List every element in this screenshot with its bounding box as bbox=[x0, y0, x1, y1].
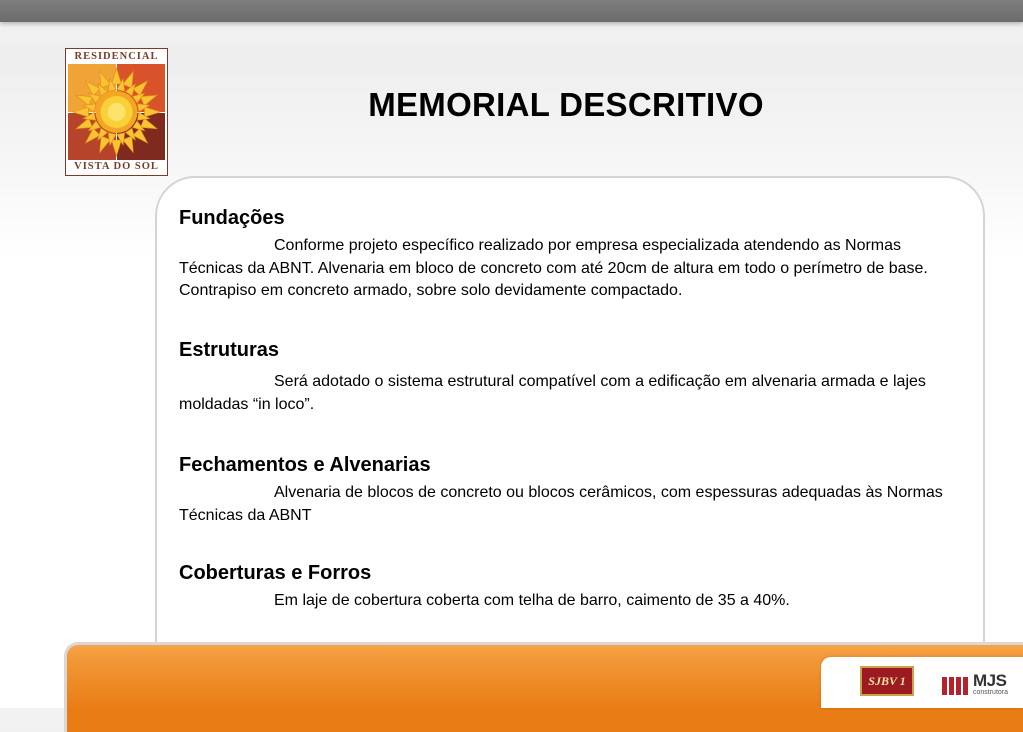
section-coberturas bbox=[179, 560, 954, 613]
sun-logo-icon bbox=[68, 64, 165, 160]
section-text: Alvenaria de blocos de concreto ou blocos cerâmicos, com espessuras adequadas às Normas Técnicas da ABNT bbox=[179, 484, 943, 524]
mjs-subtext: construtora bbox=[973, 689, 1009, 696]
section-fundacoes bbox=[179, 205, 954, 303]
section-text: Conforme projeto específico realizado por empresa especializada atendendo as Normas Técnicas da ABNT. Alvenaria em bloco de concreto com até 20cm de altura em todo o perímetro de base. Contrapiso em concreto armado, sobre solo devidamente compactado. bbox=[179, 237, 928, 299]
section-estruturas bbox=[179, 337, 954, 416]
section-fechamentos bbox=[179, 452, 954, 527]
mjs-bars-icon bbox=[942, 675, 972, 695]
section-text: Será adotado o sistema estrutural compatível com a edificação em alvenaria armada e lajes moldadas “in loco”. bbox=[179, 373, 926, 413]
section-heading: Coberturas e Forros bbox=[179, 562, 372, 584]
mjs-text: MJS bbox=[973, 671, 1007, 690]
page-title: MEMORIAL DESCRITIVO bbox=[368, 86, 764, 123]
sjbv-logo: SJBV 1 bbox=[860, 666, 914, 696]
mjs-logo bbox=[942, 673, 1012, 703]
logo-top-text: RESIDENCIAL bbox=[74, 51, 159, 62]
section-text: Em laje de cobertura coberta com telha de barro, caimento de 35 a 40%. bbox=[274, 592, 790, 609]
residencial-vista-do-sol-logo bbox=[65, 48, 168, 176]
section-heading: Estruturas bbox=[179, 339, 280, 361]
top-bar bbox=[0, 0, 1023, 22]
logo-bottom-text: VISTA DO SOL bbox=[74, 161, 159, 172]
section-heading: Fechamentos e Alvenarias bbox=[179, 454, 431, 476]
section-heading: Fundações bbox=[179, 207, 285, 229]
